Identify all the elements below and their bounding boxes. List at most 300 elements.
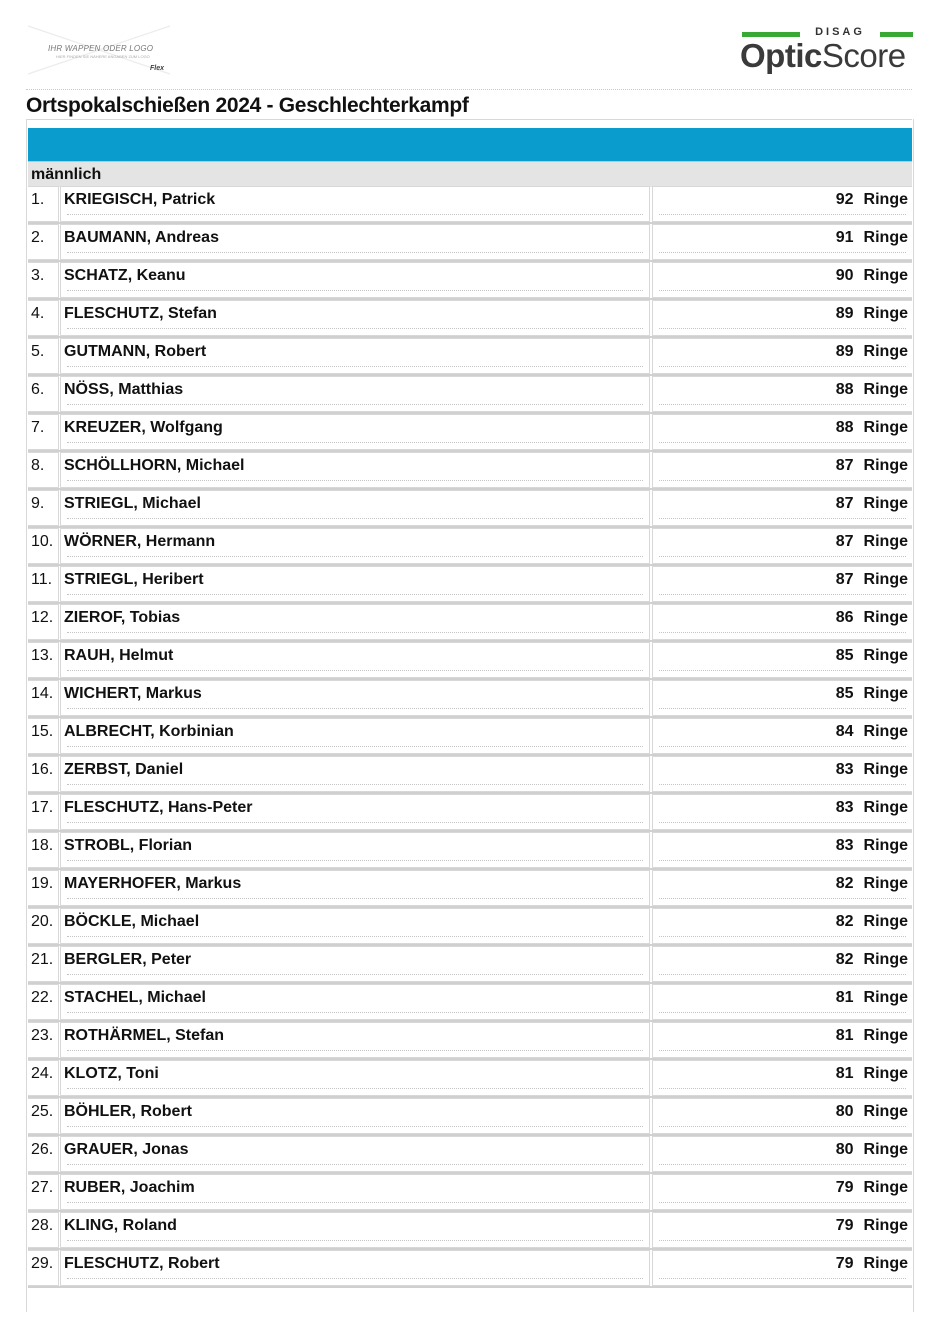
dotted-guide (67, 1278, 643, 1279)
score-value: 87 (835, 457, 854, 474)
result-row (28, 1098, 912, 1136)
rank-text: 12. (31, 609, 54, 626)
score-value: 82 (835, 913, 854, 930)
rank-text: 7. (31, 419, 45, 436)
rank-cell (28, 490, 59, 526)
dotted-guide (67, 1050, 643, 1051)
score-unit: Ringe (863, 609, 908, 626)
dotted-guide (659, 556, 906, 557)
name-cell (60, 376, 650, 412)
name-cell (60, 1060, 650, 1096)
result-row (28, 756, 912, 794)
shooter-name: FLESCHUTZ, Hans-Peter (64, 799, 253, 816)
disag-opticscore-logo (740, 26, 915, 76)
rank-text: 14. (31, 685, 54, 702)
score-unit: Ringe (863, 685, 908, 702)
name-cell (60, 870, 650, 906)
score-unit: Ringe (863, 913, 908, 930)
rank-cell (28, 1098, 59, 1134)
score-cell (652, 756, 912, 792)
row-separator (28, 1286, 912, 1288)
name-cell (60, 186, 650, 222)
score-text (836, 723, 908, 741)
page-title: Ortspokalschießen 2024 - Geschlechterkampf (26, 94, 469, 117)
dotted-guide (659, 936, 906, 937)
shooter-name: ROTHÄRMEL, Stefan (64, 1027, 224, 1044)
score-cell (652, 528, 912, 564)
score-unit: Ringe (863, 875, 908, 892)
score-text (836, 1027, 908, 1045)
dotted-guide (659, 1202, 906, 1203)
name-cell (60, 338, 650, 374)
dotted-guide (659, 328, 906, 329)
score-unit: Ringe (863, 381, 908, 398)
score-value: 80 (835, 1103, 854, 1120)
result-row (28, 642, 912, 680)
rank-cell (28, 946, 59, 982)
dotted-guide (67, 518, 643, 519)
rank-cell (28, 870, 59, 906)
rank-text: 23. (31, 1027, 54, 1044)
score-unit: Ringe (863, 989, 908, 1006)
score-text (836, 1179, 908, 1197)
shooter-name: MAYERHOFER, Markus (64, 875, 242, 892)
result-row (28, 718, 912, 756)
dotted-guide (659, 252, 906, 253)
shooter-name: KRIEGISCH, Patrick (64, 191, 216, 208)
dotted-guide (659, 594, 906, 595)
rank-cell (28, 338, 59, 374)
name-cell (60, 1212, 650, 1248)
score-text (836, 533, 908, 551)
shooter-name: FLESCHUTZ, Stefan (64, 305, 217, 322)
score-cell (652, 1250, 912, 1286)
rank-text: 20. (31, 913, 54, 930)
rank-text: 11. (31, 571, 53, 588)
dotted-guide (67, 708, 643, 709)
score-text (836, 495, 908, 513)
shooter-name: KLOTZ, Toni (64, 1065, 159, 1082)
dotted-guide (659, 898, 906, 899)
shooter-name: FLESCHUTZ, Robert (64, 1255, 220, 1272)
score-text (836, 761, 908, 779)
dotted-guide (659, 404, 906, 405)
name-cell (60, 1174, 650, 1210)
dotted-guide (659, 1164, 906, 1165)
dotted-guide (659, 1126, 906, 1127)
result-row (28, 414, 912, 452)
dotted-guide (67, 328, 643, 329)
rank-text: 2. (31, 229, 45, 246)
shooter-name: RUBER, Joachim (64, 1179, 195, 1196)
score-unit: Ringe (863, 1103, 908, 1120)
rank-text: 6. (31, 381, 45, 398)
name-cell (60, 224, 650, 260)
score-unit: Ringe (863, 229, 908, 246)
result-row (28, 908, 912, 946)
rank-cell (28, 718, 59, 754)
score-text (836, 875, 908, 893)
score-value: 87 (835, 495, 854, 512)
score-unit: Ringe (863, 343, 908, 360)
shooter-name: ZERBST, Daniel (64, 761, 184, 778)
name-cell (60, 566, 650, 602)
shooter-name: STRIEGL, Heribert (64, 571, 204, 588)
rank-text: 15. (31, 723, 54, 740)
score-text (836, 419, 908, 437)
dotted-guide (659, 1088, 906, 1089)
score-unit: Ringe (863, 647, 908, 664)
score-cell (652, 870, 912, 906)
score-unit: Ringe (863, 305, 908, 322)
shooter-name: ALBRECHT, Korbinian (64, 723, 234, 740)
score-unit: Ringe (863, 1255, 908, 1272)
dotted-guide (67, 974, 643, 975)
score-text (836, 457, 908, 475)
name-cell (60, 1136, 650, 1172)
rank-text: 19. (31, 875, 54, 892)
header-divider (26, 89, 912, 90)
score-text (836, 1255, 908, 1273)
result-row (28, 1136, 912, 1174)
dotted-guide (659, 1050, 906, 1051)
score-unit: Ringe (863, 1141, 908, 1158)
score-text (836, 1217, 908, 1235)
score-text (836, 685, 908, 703)
dotted-guide (67, 404, 643, 405)
rank-text: 17. (31, 799, 54, 816)
score-value: 87 (835, 571, 854, 588)
score-value: 86 (835, 609, 854, 626)
rank-cell (28, 680, 59, 716)
result-row (28, 528, 912, 566)
name-cell (60, 452, 650, 488)
dotted-guide (659, 290, 906, 291)
score-text (836, 609, 908, 627)
name-cell (60, 718, 650, 754)
score-unit: Ringe (863, 1065, 908, 1082)
shooter-name: BERGLER, Peter (64, 951, 192, 968)
rank-text: 22. (31, 989, 54, 1006)
rank-cell (28, 1022, 59, 1058)
dotted-guide (659, 670, 906, 671)
dotted-guide (659, 1278, 906, 1279)
name-cell (60, 908, 650, 944)
rank-text: 28. (31, 1217, 54, 1234)
name-cell (60, 262, 650, 298)
score-cell (652, 338, 912, 374)
club-logo-placeholder (26, 24, 172, 76)
rank-cell (28, 1250, 59, 1286)
score-unit: Ringe (863, 723, 908, 740)
score-cell (652, 908, 912, 944)
score-value: 89 (835, 305, 854, 322)
rank-text: 25. (31, 1103, 54, 1120)
shooter-name: RAUH, Helmut (64, 647, 174, 664)
score-value: 80 (835, 1141, 854, 1158)
rank-cell (28, 262, 59, 298)
dotted-guide (67, 670, 643, 671)
score-text (836, 381, 908, 399)
score-text (836, 989, 908, 1007)
score-text (836, 1065, 908, 1083)
dotted-guide (67, 442, 643, 443)
rank-text: 13. (31, 647, 54, 664)
result-row (28, 794, 912, 832)
score-text (836, 191, 908, 209)
score-value: 79 (835, 1179, 854, 1196)
score-cell (652, 376, 912, 412)
rank-cell (28, 376, 59, 412)
group-label: männlich (31, 166, 102, 183)
score-value: 88 (835, 419, 854, 436)
dotted-guide (67, 1202, 643, 1203)
dotted-guide (67, 898, 643, 899)
rank-cell (28, 414, 59, 450)
name-cell (60, 1022, 650, 1058)
shooter-name: BAUMANN, Andreas (64, 229, 219, 246)
dotted-guide (659, 974, 906, 975)
shooter-name: WÖRNER, Hermann (64, 533, 216, 550)
dotted-guide (67, 632, 643, 633)
shooter-name: GUTMANN, Robert (64, 343, 207, 360)
rank-text: 4. (31, 305, 45, 322)
score-value: 82 (835, 951, 854, 968)
rank-text: 8. (31, 457, 45, 474)
score-unit: Ringe (863, 571, 908, 588)
rank-cell (28, 908, 59, 944)
name-cell (60, 680, 650, 716)
shooter-name: BÖCKLE, Michael (64, 913, 200, 930)
score-text (836, 837, 908, 855)
score-unit: Ringe (863, 951, 908, 968)
rank-cell (28, 604, 59, 640)
score-cell (652, 262, 912, 298)
rank-cell (28, 186, 59, 222)
score-unit: Ringe (863, 1027, 908, 1044)
score-cell (652, 1098, 912, 1134)
shooter-name: ZIEROF, Tobias (64, 609, 181, 626)
result-row (28, 262, 912, 300)
rank-cell (28, 1174, 59, 1210)
result-row (28, 490, 912, 528)
score-value: 82 (835, 875, 854, 892)
rank-cell (28, 528, 59, 564)
results-table (28, 186, 912, 1288)
shooter-name: SCHATZ, Keanu (64, 267, 186, 284)
name-cell (60, 642, 650, 678)
rank-cell (28, 300, 59, 336)
shooter-name: STACHEL, Michael (64, 989, 206, 1006)
score-cell (652, 1212, 912, 1248)
rank-text: 29. (31, 1255, 54, 1272)
dotted-guide (659, 708, 906, 709)
shooter-name: STRIEGL, Michael (64, 495, 201, 512)
score-cell (652, 1022, 912, 1058)
score-cell (652, 1060, 912, 1096)
dotted-guide (67, 252, 643, 253)
score-cell (652, 718, 912, 754)
score-cell (652, 1174, 912, 1210)
result-row (28, 452, 912, 490)
rank-cell (28, 224, 59, 260)
score-unit: Ringe (863, 191, 908, 208)
dotted-guide (67, 936, 643, 937)
rank-text: 18. (31, 837, 54, 854)
dotted-guide (67, 214, 643, 215)
result-row (28, 300, 912, 338)
dotted-guide (67, 366, 643, 367)
score-cell (652, 1136, 912, 1172)
dotted-guide (67, 822, 643, 823)
dotted-guide (659, 860, 906, 861)
dotted-guide (659, 746, 906, 747)
score-cell (652, 984, 912, 1020)
rank-cell (28, 642, 59, 678)
score-text (836, 571, 908, 589)
rank-cell (28, 1060, 59, 1096)
score-cell (652, 680, 912, 716)
score-text (836, 951, 908, 969)
score-value: 89 (835, 343, 854, 360)
score-cell (652, 300, 912, 336)
name-cell (60, 300, 650, 336)
name-cell (60, 756, 650, 792)
rank-cell (28, 1136, 59, 1172)
result-row (28, 604, 912, 642)
score-text (836, 343, 908, 361)
rank-text: 27. (31, 1179, 54, 1196)
rank-cell (28, 1212, 59, 1248)
name-cell (60, 984, 650, 1020)
rank-cell (28, 756, 59, 792)
dotted-guide (67, 290, 643, 291)
result-row (28, 566, 912, 604)
score-value: 92 (835, 191, 854, 208)
name-cell (60, 946, 650, 982)
score-value: 91 (835, 229, 854, 246)
rank-cell (28, 832, 59, 868)
rank-text: 1. (31, 191, 45, 208)
score-cell (652, 946, 912, 982)
result-row (28, 1212, 912, 1250)
name-cell (60, 832, 650, 868)
score-text (836, 1103, 908, 1121)
rank-text: 21. (31, 951, 54, 968)
result-row (28, 1174, 912, 1212)
dotted-guide (659, 822, 906, 823)
score-value: 88 (835, 381, 854, 398)
result-row (28, 984, 912, 1022)
score-unit: Ringe (863, 419, 908, 436)
score-text (836, 267, 908, 285)
dotted-guide (67, 746, 643, 747)
score-cell (652, 566, 912, 602)
brand-disag-text: DISAG (815, 26, 865, 38)
dotted-guide (659, 1012, 906, 1013)
brand-wordmark (740, 37, 906, 75)
dotted-guide (67, 784, 643, 785)
result-row (28, 870, 912, 908)
result-row (28, 832, 912, 870)
rank-text: 16. (31, 761, 54, 778)
result-row (28, 186, 912, 224)
score-value: 83 (835, 761, 854, 778)
score-unit: Ringe (863, 799, 908, 816)
dotted-guide (659, 518, 906, 519)
dotted-guide (659, 366, 906, 367)
score-unit: Ringe (863, 1217, 908, 1234)
name-cell (60, 604, 650, 640)
result-row (28, 338, 912, 376)
dotted-guide (67, 556, 643, 557)
shooter-name: KLING, Roland (64, 1217, 177, 1234)
name-cell (60, 1098, 650, 1134)
score-unit: Ringe (863, 533, 908, 550)
name-cell (60, 1250, 650, 1286)
shooter-name: BÖHLER, Robert (64, 1103, 192, 1120)
score-value: 87 (835, 533, 854, 550)
logo-placeholder-text: IHR WAPPEN ODER LOGO (48, 44, 154, 53)
score-cell (652, 224, 912, 260)
result-row (28, 1022, 912, 1060)
dotted-guide (67, 1088, 643, 1089)
rank-cell (28, 984, 59, 1020)
dotted-guide (67, 860, 643, 861)
score-value: 83 (835, 799, 854, 816)
shooter-name: GRAUER, Jonas (64, 1141, 189, 1158)
dotted-guide (659, 784, 906, 785)
rank-text: 26. (31, 1141, 54, 1158)
brand-optic-text: Optic (740, 37, 822, 74)
score-value: 81 (835, 989, 854, 1006)
score-cell (652, 642, 912, 678)
result-row (28, 946, 912, 984)
score-cell (652, 186, 912, 222)
score-value: 79 (835, 1255, 854, 1272)
result-row (28, 1250, 912, 1288)
shooter-name: KREUZER, Wolfgang (64, 419, 223, 436)
dotted-guide (659, 1240, 906, 1241)
score-cell (652, 794, 912, 830)
score-unit: Ringe (863, 761, 908, 778)
dotted-guide (67, 594, 643, 595)
score-value: 85 (835, 685, 854, 702)
result-row (28, 1060, 912, 1098)
score-unit: Ringe (863, 267, 908, 284)
name-cell (60, 490, 650, 526)
shooter-name: NÖSS, Matthias (64, 381, 184, 398)
shooter-name: STROBL, Florian (64, 837, 192, 854)
score-text (836, 305, 908, 323)
score-value: 84 (835, 723, 854, 740)
rank-cell (28, 794, 59, 830)
dotted-guide (67, 1126, 643, 1127)
rank-cell (28, 566, 59, 602)
score-text (836, 799, 908, 817)
score-value: 79 (835, 1217, 854, 1234)
rank-text: 5. (31, 343, 45, 360)
score-cell (652, 832, 912, 868)
rank-text: 3. (31, 267, 45, 284)
dotted-guide (659, 214, 906, 215)
score-cell (652, 604, 912, 640)
dotted-guide (67, 1240, 643, 1241)
result-row (28, 376, 912, 414)
score-value: 83 (835, 837, 854, 854)
rank-text: 24. (31, 1065, 54, 1082)
score-text (836, 1141, 908, 1159)
